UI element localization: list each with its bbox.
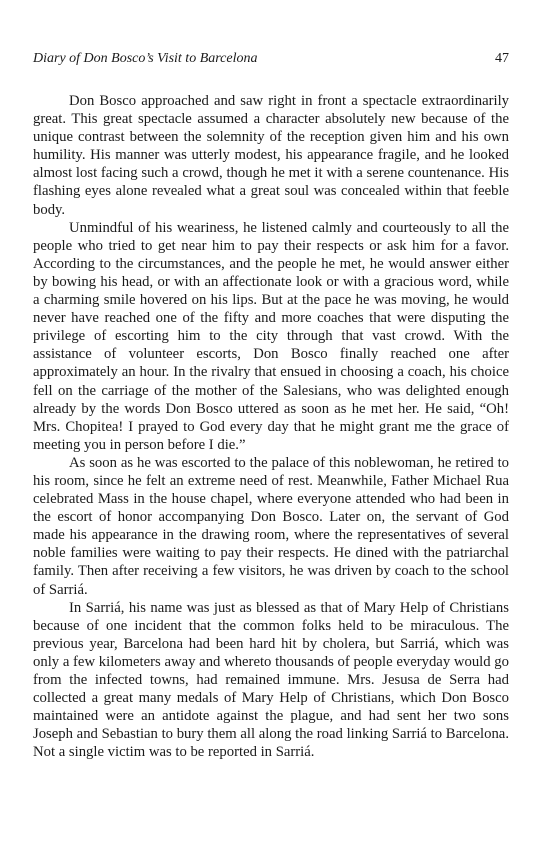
paragraph: As soon as he was escorted to the palace of this noblewoman, he retired to his room, since he felt an extreme need of rest. Meanwhile, Father Michael Rua celebrated Mass in the house chapel, where everyone attended who had been in the escort of honor accompanying Don Bosco. Later on, the servant of God made his appearance in the drawing room, where the representatives of several noble families were waiting to pay their respects. He dined with the patriarchal family. Then after receiving a few visitors, he was driven by coach to the school of Sarriá.: [33, 454, 509, 598]
page-number: 47: [495, 51, 509, 66]
paragraph: In Sarriá, his name was just as blessed as that of Mary Help of Christians because of one incident that the common folks held to be miraculous. The previous year, Barcelona had been hard hit by cholera, but Sarriá, which was only a few kilometers away and whereto thousands of people everyday would go from the infected towns, had remained immune. Mrs. Jesusa de Serra had collected a great many medals of Mary Help of Christians, which Don Bosco maintained were an antidote against the plague, and had sent her two sons Joseph and Sebastian to bury them all along the road linking Sarriá to Barcelona. Not a single victim was to be reported in Sarriá.: [33, 599, 509, 761]
running-head: Diary of Don Bosco’s Visit to Barcelona: [33, 51, 258, 66]
paragraph: Unmindful of his weariness, he listened calmly and courteously to all the people who tried to get near him to pay their respects or ask him for a favor. According to the circumstances, and the people he met, he would answer either by bowing his head, or with an affectionate look or with a gracious word, while a charming smile hovered on his lips. But at the pace he was moving, he would never have reached one of the fifty and more coaches that were disputing the privilege of escorting him to the city through that vast crowd. With the assistance of volunteer escorts, Don Bosco finally reached one after approximately an hour. In the rivalry that ensued in choosing a coach, his choice fell on the carriage of the mother of the Salesians, who was delighted enough already by the words Don Bosco uttered as soon as he met her. He said, “Oh! Mrs. Chopitea! I prayed to God every day that he might grant me the grace of meeting you in person before I die.”: [33, 219, 509, 453]
body-text: [33, 92, 509, 761]
paragraph: Don Bosco approached and saw right in front a spectacle extraordinarily great. This great spectacle assumed a character absolutely new because of the unique contrast between the solemnity of the reception given him and his own humility. His manner was utterly modest, his appearance fragile, and he looked almost lost facing such a crowd, though he met it with a serene countenance. His flashing eyes alone revealed what a great soul was concealed within that feeble body.: [33, 93, 509, 218]
page-header: [33, 51, 509, 73]
